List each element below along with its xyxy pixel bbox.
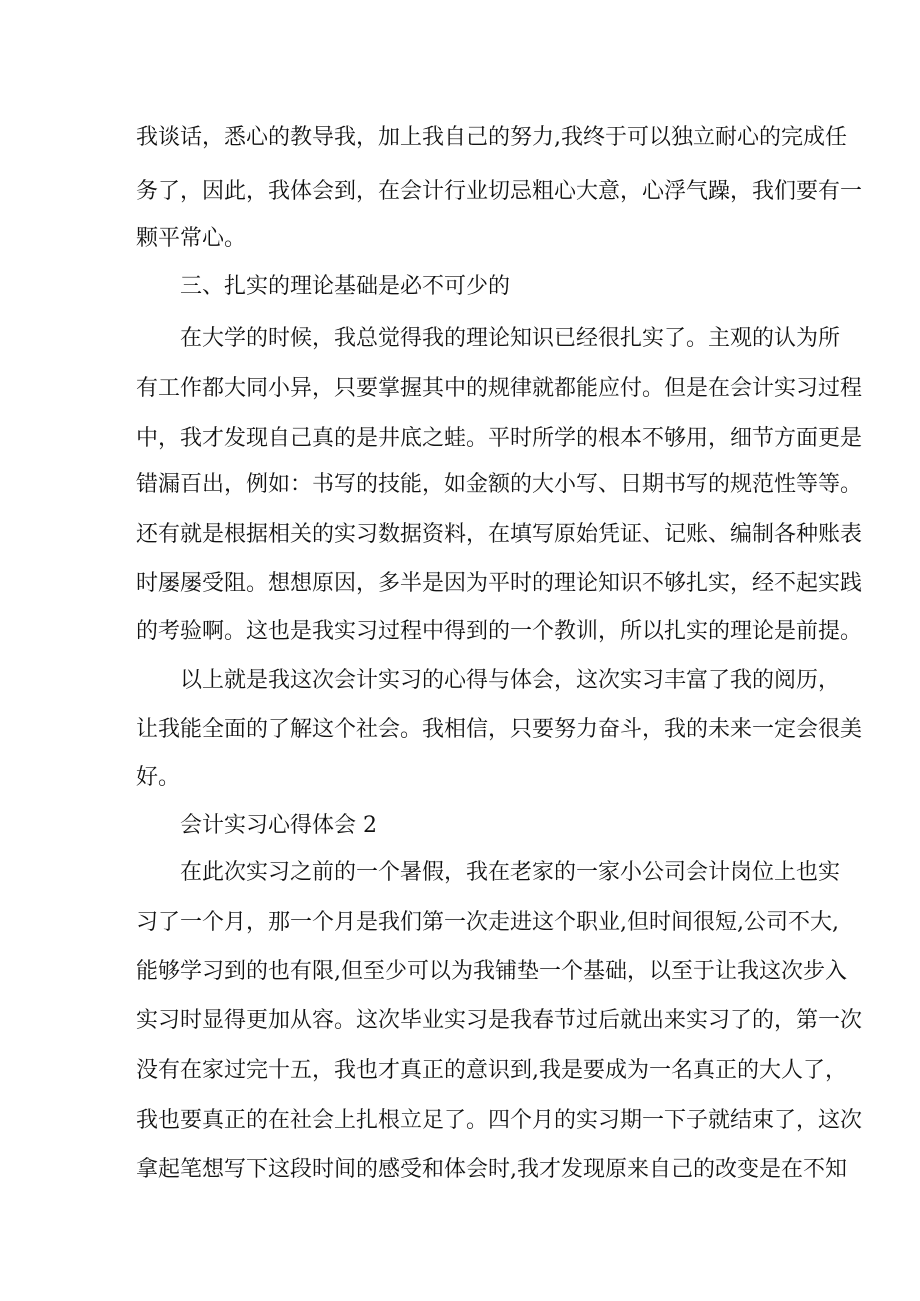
- text-line: 有工作都大同小异，只要掌握其中的规律就都能应付。但是在会计实习过程: [136, 376, 863, 401]
- text-line: 让我能全面的了解这个社会。我相信，只要努力奋斗，我的未来一定会很美: [136, 717, 863, 742]
- text-line: 我谈话，悉心的教导我，加上我自己的努力,我终于可以独立耐心的完成任: [136, 125, 847, 150]
- text-line: 在此次实习之前的一个暑假，我在老家的一家小公司会计岗位上也实: [180, 860, 841, 885]
- text-line: 的考验啊。这也是我实习过程中得到的一个教训，所以扎实的理论是前提。: [136, 619, 863, 644]
- text-line: 时屡屡受阻。想想原因，多半是因为平时的理论知识不够扎实，经不起实践: [136, 571, 863, 596]
- text-line: 在大学的时候，我总觉得我的理论知识已经很扎实了。主观的认为所: [180, 326, 841, 351]
- text-line: 我也要真正的在社会上扎根立足了。四个月的实习期一下子就结束了，这次: [136, 1108, 863, 1133]
- text-line: 没有在家过完十五，我也才真正的意识到,我是要成为一名真正的大人了，: [136, 1058, 847, 1083]
- text-line: 好。: [136, 765, 181, 790]
- text-line: 能够学习到的也有限,但至少可以为我铺垫一个基础，以至于让我这次步入: [136, 959, 847, 984]
- text-line: 以上就是我这次会计实习的心得与体会，这次实习丰富了我的阅历，: [180, 668, 841, 693]
- text-line: 还有就是根据相关的实习数据资料，在填写原始凭证、记账、编制各种账表: [136, 522, 863, 547]
- text-line: 中，我才发现自己真的是井底之蛙。平时所学的根本不够用，细节方面更是: [136, 426, 863, 451]
- text-line: 实习时显得更加从容。这次毕业实习是我春节过后就出来实习了的，第一次: [136, 1008, 863, 1033]
- text-line: 务了，因此，我体会到，在会计行业切忌粗心大意，心浮气躁，我们要有一: [136, 179, 863, 204]
- text-line: 颗平常心。: [136, 226, 247, 251]
- text-line: 错漏百出，例如：书写的技能，如金额的大小写、日期书写的规范性等等。: [136, 472, 863, 497]
- section-heading: 会计实习心得体会 2: [180, 813, 377, 838]
- section-heading: 三、扎实的理论基础是必不可少的: [180, 274, 511, 299]
- text-line: 习了一个月，那一个月是我们第一次走进这个职业,但时间很短,公司不大,: [136, 910, 839, 935]
- text-line: 拿起笔想写下这段时间的感受和体会时,我才发现原来自己的改变是在不知: [136, 1157, 847, 1182]
